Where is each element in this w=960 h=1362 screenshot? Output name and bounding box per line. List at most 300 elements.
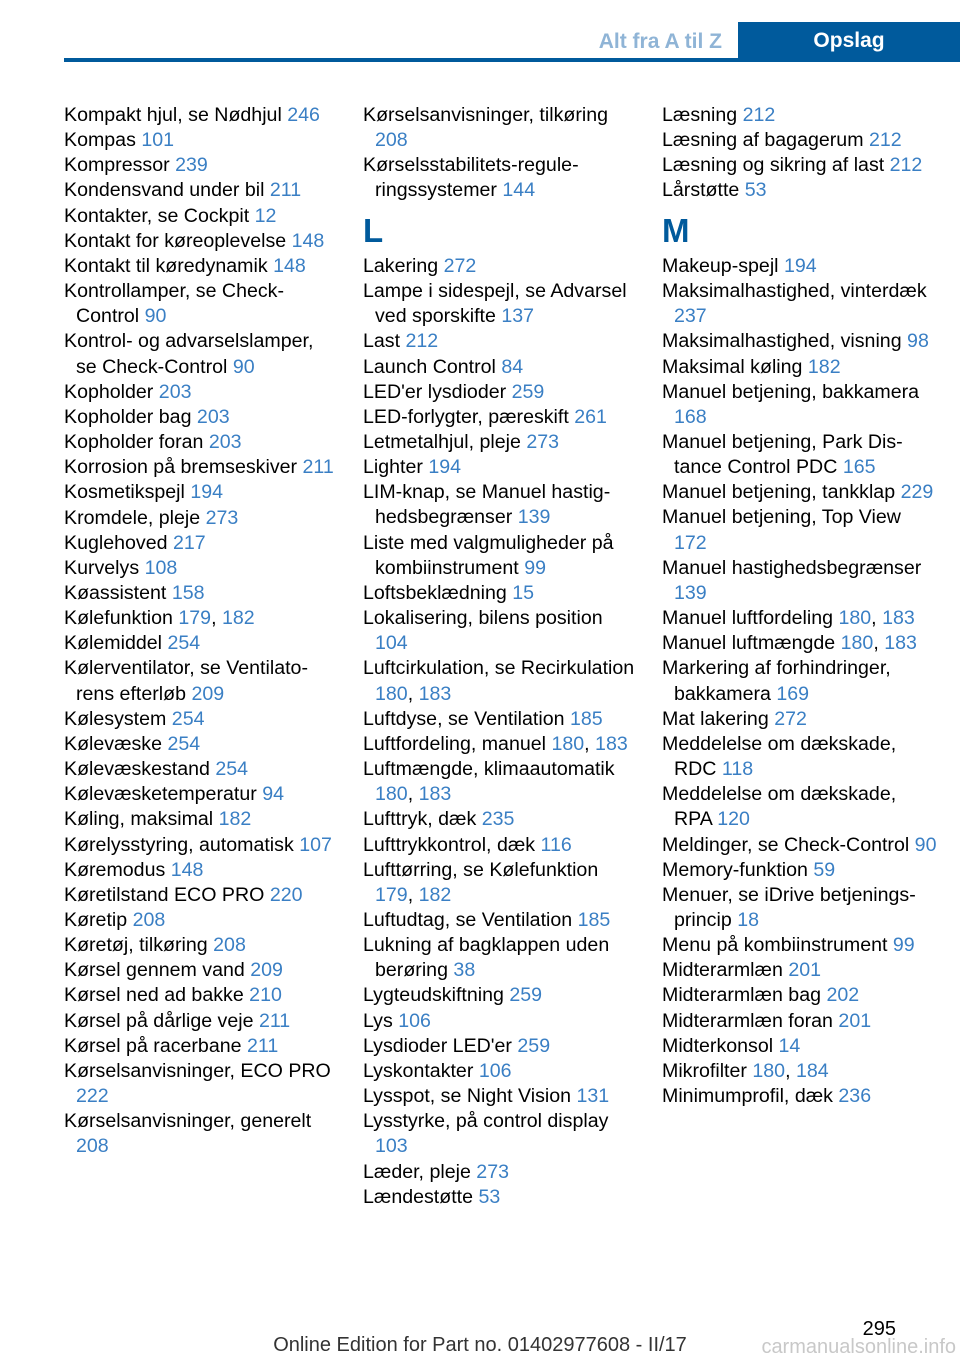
index-entry (363, 153, 638, 203)
index-entry (64, 430, 339, 455)
index-entry (64, 833, 339, 858)
index-term: Liste med valgmuligheder på kombiinstrument (363, 531, 614, 579)
page-ref-link[interactable]: 259 (517, 1034, 551, 1057)
index-entry (64, 807, 339, 832)
index-entry (662, 958, 937, 983)
index-term: Kølefunktion (64, 607, 173, 630)
index-term: Menu på kombiinstrument (662, 934, 888, 957)
tab-opslag[interactable]: Opslag (738, 22, 960, 60)
index-entry (64, 908, 339, 933)
index-term: Kontrollamper, se Check-Control (64, 280, 284, 328)
index-entry (363, 1160, 638, 1185)
page-ref-link[interactable]: 273 (476, 1160, 509, 1183)
index-entry (363, 405, 638, 430)
page-ref-link[interactable]: 182 (221, 607, 255, 630)
page-ref-link[interactable]: 12 (254, 204, 277, 227)
page-ref-link[interactable]: 148 (170, 858, 204, 881)
index-entry (64, 782, 339, 807)
index-entry (662, 279, 937, 329)
page-ref-link[interactable]: 148 (273, 254, 306, 277)
index-term: Kondensvand under bil (64, 179, 265, 202)
page-ref-link[interactable]: 139 (674, 581, 707, 604)
page-ref-link[interactable]: 210 (249, 984, 282, 1007)
page-ref-link[interactable]: 90 (232, 355, 255, 378)
header-rule (64, 58, 960, 62)
page-ref-link[interactable]: 211 (302, 456, 334, 479)
index-entry (662, 858, 937, 883)
page-header (0, 0, 960, 62)
index-entry (662, 833, 937, 858)
index-entry (363, 707, 638, 732)
page-ref-link[interactable]: 202 (826, 984, 860, 1007)
index-entry (64, 329, 339, 379)
page-ref-link[interactable]: 179 (375, 883, 408, 906)
page-ref-link[interactable]: 246 (287, 104, 320, 126)
page-ref-link[interactable]: 53 (478, 1185, 501, 1208)
index-term: Mikrofilter (662, 1059, 747, 1082)
index-entry (363, 807, 638, 832)
index-term: Lufttørring, se Kølefunktion (363, 858, 599, 881)
index-term: Luftcirkulation, se Recirkulation (363, 657, 635, 680)
index-entry (64, 178, 339, 203)
page-ref-link[interactable]: 168 (674, 405, 707, 428)
index-term: Kølesystem (64, 707, 167, 730)
index-entry (64, 556, 339, 581)
index-term: Lygteudskiftning (363, 984, 504, 1007)
page-ref-link[interactable]: 118 (721, 758, 754, 781)
index-entry (64, 128, 339, 153)
page-ref-link[interactable]: 209 (191, 682, 225, 705)
index-term: Lukning af bagklappen uden berøring (363, 934, 610, 982)
index-entry (662, 480, 937, 505)
index-term: Kontrol- og advarselslamper, se Check-Control (64, 330, 314, 378)
page-ref-link[interactable]: 84 (501, 355, 524, 378)
page-ref-link[interactable]: 172 (674, 531, 707, 554)
index-term: Meldinger, se Check-Control (662, 833, 910, 856)
page-ref-link[interactable]: 18 (737, 908, 759, 931)
index-entry (662, 983, 937, 1008)
index-term: Manuel hastighedsbegrænser (662, 556, 922, 579)
page-ref-link[interactable]: 212 (889, 154, 923, 177)
page-ref-link[interactable]: 180 (838, 607, 872, 630)
index-entry (662, 103, 937, 128)
page-ref-link[interactable]: 259 (509, 984, 543, 1007)
page-ref-link[interactable]: 208 (132, 909, 166, 931)
index-entry (363, 430, 638, 455)
index-entry (363, 279, 638, 329)
index-term: Lighter (363, 456, 423, 479)
index-term: Kølevæske (64, 732, 162, 755)
page-ref-link[interactable]: 185 (577, 908, 611, 931)
page-ref-link[interactable]: 203 (158, 380, 192, 403)
watermark: carmanualsonline.info (761, 1336, 956, 1358)
index-entry: Luftfordeling, manuel 180, 183 (363, 732, 628, 755)
index-term: Maksimalhastighed, vinterdæk (662, 280, 927, 303)
index-entry: Luftcirkulation, se Recirkulation 180, 183 (363, 657, 635, 705)
page-ref-link[interactable]: 99 (892, 934, 915, 957)
index-term: LIM-knap, se Manuel hastighedsbegrænser (363, 481, 611, 529)
index-letter-heading: L (363, 211, 384, 249)
page-ref-link[interactable]: 212 (405, 330, 439, 353)
index-entry: Kølefunktion 179, 182 (64, 607, 255, 630)
index-entry (64, 958, 339, 983)
page-ref-link[interactable]: 183 (595, 732, 628, 755)
page-ref-link[interactable]: 182 (418, 883, 452, 906)
index-entry (363, 329, 638, 354)
index-term: LED'er lysdioder (363, 380, 507, 403)
page-ref-link[interactable]: 94 (262, 783, 284, 806)
page-ref-link[interactable]: 194 (783, 254, 817, 277)
index-entry: Mikrofilter 180, 184 (662, 1059, 829, 1082)
page-ref-link[interactable]: 103 (375, 1135, 408, 1158)
index-entry (662, 355, 937, 380)
page-ref-link[interactable]: 203 (196, 405, 230, 428)
index-term: Meddelelse om dækskade, RPA (662, 783, 897, 831)
page-ref-link[interactable]: 217 (172, 531, 206, 554)
index-term: Launch Control (363, 355, 496, 378)
page-ref-link[interactable]: 180 (752, 1059, 786, 1082)
index-entry (64, 1009, 339, 1034)
index-term: Lyskontakter (363, 1059, 474, 1082)
page-ref-link[interactable]: 131 (576, 1085, 610, 1108)
index-entry (64, 581, 339, 606)
index-entry: Lufttørring, se Kølefunktion 179, 182 (363, 858, 599, 906)
index-entry (662, 782, 937, 832)
index-entry (363, 908, 638, 933)
index-term: Kontakt for køreoplevelse (64, 229, 287, 252)
index-entry (662, 732, 937, 782)
index-term: Midterarmlæn foran (662, 1009, 833, 1032)
index-entry (363, 581, 638, 606)
page-ref-link[interactable]: 208 (213, 934, 246, 957)
index-term: Midterkonsol (662, 1034, 774, 1057)
page-ref-link[interactable]: 98 (907, 330, 929, 353)
page-ref-link[interactable]: 201 (838, 1009, 872, 1032)
index-term: Køassistent (64, 581, 167, 604)
index-entry (662, 1009, 937, 1034)
index-term: Kølevæsketemperatur (64, 783, 257, 806)
index-entry (363, 1059, 638, 1084)
page-ref-link[interactable]: 120 (717, 808, 750, 831)
index-term: Køretilstand ECO PRO (64, 883, 265, 906)
index-entry (64, 858, 339, 883)
page-ref-link[interactable]: 139 (517, 506, 551, 529)
index-term: Mat lakering (662, 707, 769, 730)
page-ref-link[interactable]: 237 (674, 305, 707, 328)
page-ref-link[interactable]: 235 (481, 808, 515, 831)
page-ref-link[interactable]: 104 (375, 632, 408, 655)
index-term: Lysspot, se Night Vision (363, 1085, 572, 1108)
index-term: Kørsel på dårlige veje (64, 1009, 254, 1032)
index-entry (64, 229, 339, 254)
page-ref-link[interactable]: 254 (167, 632, 201, 655)
index-entry (64, 531, 339, 556)
index-entry (363, 833, 638, 858)
index-entry (662, 178, 937, 203)
index-term: Manuel betjening, tankklap (662, 481, 896, 504)
index-entry (64, 480, 339, 505)
index-term: Loftsbeklædning (363, 581, 507, 604)
page-ref-link[interactable]: 201 (788, 959, 822, 982)
index-term: Læder, pleje (363, 1160, 471, 1183)
page-ref-link[interactable]: 53 (744, 179, 767, 202)
page-ref-link[interactable]: 183 (418, 783, 452, 806)
index-term: Kurvelys (64, 556, 140, 579)
index-column-2 (363, 103, 638, 1210)
page-ref-link[interactable]: 211 (269, 179, 302, 202)
page-ref-link[interactable]: 254 (215, 758, 249, 781)
page-ref-link[interactable]: 116 (540, 833, 572, 856)
index-entry (363, 983, 638, 1008)
index-entry (662, 505, 937, 555)
page-ref-link[interactable]: 184 (795, 1059, 829, 1082)
page-ref-link[interactable]: 222 (76, 1085, 109, 1108)
index-entry (662, 153, 937, 178)
index-term: Lampe i sidespejl, se Advarsel ved sporskifte (363, 280, 627, 328)
index-entry (64, 254, 339, 279)
page-ref-link[interactable]: 106 (398, 1009, 431, 1032)
index-term: Korrosion på bremseskiver (64, 456, 298, 479)
page-ref-link[interactable]: 203 (208, 431, 242, 454)
page-ref-link[interactable]: 194 (190, 481, 224, 504)
index-term: Kompakt hjul, se Nødhjul (64, 104, 282, 126)
page-ref-link[interactable]: 90 (144, 305, 167, 328)
index-term: Kørsel gennem vand (64, 959, 245, 982)
index-term: Kopholder bag (64, 405, 192, 428)
index-term: Læsning og sikring af last (662, 154, 885, 177)
page-ref-link[interactable]: 180 (375, 682, 408, 705)
index-term: Lys (363, 1009, 393, 1032)
index-term: Lakering (363, 254, 439, 277)
index-entry (64, 757, 339, 782)
index-term: Manuel luftmængde (662, 632, 836, 655)
page-ref-link[interactable]: 211 (246, 1034, 279, 1057)
index-entry (64, 631, 339, 656)
page-ref-link[interactable]: 59 (813, 858, 836, 881)
index-term: Lokalisering, bilens position (363, 607, 603, 630)
page-ref-link[interactable]: 212 (742, 104, 776, 126)
page-ref-link[interactable]: 107 (299, 833, 332, 856)
page-number: 295 (862, 1318, 896, 1340)
index-term: Kontakter, se Cockpit (64, 204, 250, 227)
page-ref-link[interactable]: 183 (884, 632, 917, 655)
index-entry (662, 1084, 937, 1109)
index-entry (64, 103, 339, 128)
index-term: Luftudtag, se Ventilation (363, 908, 573, 931)
page-ref-link[interactable]: 273 (205, 506, 239, 529)
index-entry (363, 1084, 638, 1109)
index-entry: Manuel luftmængde 180, 183 (662, 632, 917, 655)
index-term: Køremodus (64, 858, 166, 881)
index-entry (363, 1034, 638, 1059)
page-ref-link[interactable]: 239 (175, 154, 208, 177)
index-entry (662, 1034, 937, 1059)
index-entry (363, 380, 638, 405)
page-ref-link[interactable]: 165 (842, 456, 876, 479)
index-entry (64, 1059, 339, 1109)
index-term: Lændestøtte (363, 1185, 474, 1208)
index-term: Memory-funktion (662, 858, 808, 881)
index-term: Køling, maksimal (64, 808, 214, 831)
index-term: Kølemiddel (64, 632, 163, 655)
index-entry (662, 707, 937, 732)
page-ref-link[interactable]: 182 (807, 355, 841, 378)
page-ref-link[interactable]: 144 (502, 179, 536, 202)
page-ref-link[interactable]: 148 (291, 229, 325, 252)
page-ref-link[interactable]: 273 (526, 431, 560, 454)
index-term: Lufttryk, dæk (363, 808, 477, 831)
page-ref-link[interactable]: 194 (428, 456, 462, 479)
index-entry (662, 883, 937, 933)
index-entry (64, 983, 339, 1008)
page-ref-link[interactable]: 261 (574, 405, 607, 428)
index-term: Midterarmlæn (662, 959, 783, 982)
page-ref-link[interactable]: 212 (868, 129, 902, 152)
page-ref-link[interactable]: 137 (501, 305, 535, 328)
page-ref-link[interactable]: 108 (144, 556, 178, 579)
index-entry (662, 556, 937, 606)
page-ref-link[interactable]: 183 (418, 682, 452, 705)
index-term: Kølevæskestand (64, 758, 210, 781)
index-entry (64, 656, 339, 706)
page-ref-link[interactable]: 259 (511, 380, 545, 403)
index-column-3 (662, 103, 937, 1109)
index-term: Kontakt til køredynamik (64, 254, 268, 277)
page-ref-link[interactable]: 179 (178, 607, 212, 630)
index-term: Maksimal køling (662, 355, 803, 378)
index-entry (363, 254, 638, 279)
index-column-1 (64, 103, 339, 1160)
index-entry: Luftmængde, klimaautomatik 180, 183 (363, 758, 615, 806)
index-term: LED-forlygter, pæreskift (363, 405, 569, 428)
index-term: Luftfordeling, manuel (363, 732, 546, 755)
index-entry (363, 606, 638, 656)
index-entry (662, 380, 937, 430)
index-term: Køretip (64, 909, 128, 931)
page-ref-link[interactable]: 236 (838, 1085, 872, 1108)
page-ref-link[interactable]: 220 (269, 883, 303, 906)
index-term: Kørselsanvisninger, ECO PRO (64, 1059, 331, 1082)
index-entry (64, 1034, 339, 1059)
index-term: Lufttrykkontrol, dæk (363, 833, 536, 856)
index-entry (363, 1185, 638, 1210)
index-term: Menuer, se iDrive betjeningsprincip (662, 883, 916, 931)
page-ref-link[interactable]: 208 (76, 1135, 109, 1158)
page-ref-link[interactable]: 101 (141, 129, 175, 152)
page-ref-link[interactable]: 90 (914, 833, 937, 856)
index-letter-heading: M (662, 211, 690, 249)
index-term: Lysdioder LED'er (363, 1034, 512, 1057)
index-term: Køretøj, tilkøring (64, 934, 208, 957)
index-entry (64, 883, 339, 908)
page-ref-link[interactable]: 183 (882, 607, 915, 630)
index-term: Manuel luftfordeling (662, 607, 834, 630)
page-ref-link[interactable]: 180 (551, 732, 585, 755)
section-breadcrumb: Alt fra A til Z (598, 30, 722, 53)
page-ref-link[interactable]: 272 (774, 707, 807, 730)
index-term: Minimumprofil, dæk (662, 1085, 833, 1108)
index-entry (662, 933, 937, 958)
index-entry (363, 1009, 638, 1034)
index-entry (662, 430, 937, 480)
page-ref-link[interactable]: 209 (250, 959, 283, 982)
index-term: Kørsel på racerbane (64, 1034, 242, 1057)
index-term: Kopholder foran (64, 431, 204, 454)
page-ref-link[interactable]: 254 (171, 707, 205, 730)
index-entry (64, 933, 339, 958)
index-term: Manuel betjening, Top View (662, 506, 901, 529)
index-term: Kørsel ned ad bakke (64, 984, 244, 1007)
page-ref-link[interactable]: 106 (478, 1059, 512, 1082)
index-term: Kørselsanvisninger, generelt (64, 1110, 312, 1133)
index-term: Kompressor (64, 154, 170, 177)
index-entry (363, 103, 638, 153)
page-ref-link[interactable]: 185 (569, 707, 603, 730)
index-term: Kørselsanvisninger, tilkøring (363, 104, 609, 126)
page-ref-link[interactable]: 158 (171, 581, 205, 604)
index-entry (662, 656, 937, 706)
index-term: Kørelysstyring, automatisk (64, 833, 294, 856)
index-term: Luftdyse, se Ventilation (363, 707, 565, 730)
index-term: Kompas (64, 129, 136, 152)
index-term: Markering af forhindringer, bakkamera (662, 657, 891, 705)
page-ref-link[interactable]: 211 (258, 1009, 291, 1032)
index-entry (64, 405, 339, 430)
index-term: Læsning (662, 104, 738, 126)
page-ref-link[interactable]: 38 (453, 959, 476, 982)
page-ref-link[interactable]: 182 (218, 808, 252, 831)
index-entry (363, 531, 638, 581)
index-term: Makeup-spejl (662, 254, 779, 277)
index-entry: Manuel luftfordeling 180, 183 (662, 607, 915, 630)
index-entry (363, 480, 638, 530)
index-term: Kølerventilator, se Ventilatorens efterløb (64, 657, 308, 705)
index-entry (64, 380, 339, 405)
index-term: Letmetalhjul, pleje (363, 431, 521, 454)
page-ref-link[interactable]: 229 (900, 481, 934, 504)
index-term: Last (363, 330, 401, 353)
index-entry (363, 355, 638, 380)
index-term: Kørselsstabilitets-reguleringssystemer (363, 154, 579, 202)
page-ref-link[interactable]: 15 (512, 581, 535, 604)
page-ref-link[interactable]: 99 (524, 556, 546, 579)
index-term: Midterarmlæn bag (662, 984, 821, 1007)
index-entry (363, 1109, 638, 1159)
page-ref-link[interactable]: 169 (776, 682, 810, 705)
index-term: Lårstøtte (662, 179, 740, 202)
index-term: Kosmetikspejl (64, 481, 185, 504)
page-ref-link[interactable]: 180 (840, 632, 874, 655)
index-term: Lysstyrke, på control display (363, 1110, 609, 1133)
page-ref-link[interactable]: 208 (375, 129, 408, 152)
index-term: Kopholder (64, 380, 154, 403)
page-ref-link[interactable]: 254 (167, 732, 201, 755)
page-ref-link[interactable]: 14 (778, 1034, 801, 1057)
index-term: Kromdele, pleje (64, 506, 201, 529)
index-entry (363, 455, 638, 480)
index-entry (64, 506, 339, 531)
index-entry (662, 254, 937, 279)
page-ref-link[interactable]: 272 (443, 254, 477, 277)
index-entry (64, 279, 339, 329)
index-entry (64, 1109, 339, 1159)
page-ref-link[interactable]: 180 (375, 783, 408, 806)
index-term: Meddelelse om dækskade, RDC (662, 732, 897, 781)
index-entry (64, 153, 339, 178)
index-term: Kuglehoved (64, 531, 168, 554)
index-entry (363, 933, 638, 983)
index-term: Manuel betjening, bakkamera (662, 380, 920, 403)
